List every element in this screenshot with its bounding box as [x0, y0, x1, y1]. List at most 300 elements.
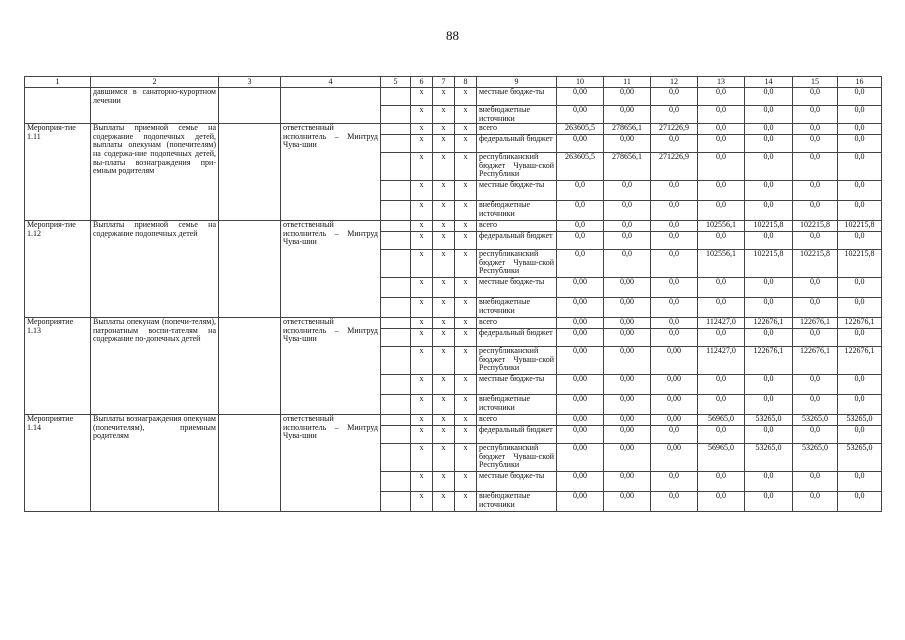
x-mark: x	[455, 106, 477, 124]
amount-cell: 0,00	[604, 444, 651, 472]
x-mark: x	[411, 124, 433, 135]
amount-cell: 102215,8	[838, 221, 882, 232]
amount-cell: 0,0	[698, 426, 745, 444]
amount-cell: 0,0	[651, 426, 698, 444]
amount-cell: 0,0	[793, 106, 838, 124]
amount-cell: 0,0	[793, 298, 838, 318]
amount-cell: 0,00	[604, 426, 651, 444]
amount-cell: 53265,0	[793, 444, 838, 472]
measure-description: Выплаты вознаграждения опекунам (попечителям), приемным родителям	[91, 415, 219, 512]
amount-cell: 271226,9	[651, 153, 698, 181]
amount-cell: 0,0	[557, 250, 604, 278]
x-mark: x	[455, 347, 477, 375]
col5-empty	[381, 318, 411, 329]
funding-source: федеральный бюджет	[477, 329, 557, 347]
amount-cell: 0,0	[651, 201, 698, 221]
x-mark: x	[433, 472, 455, 492]
amount-cell: 0,00	[557, 318, 604, 329]
amount-cell: 0,0	[557, 201, 604, 221]
amount-cell: 0,0	[745, 201, 793, 221]
x-mark: x	[455, 395, 477, 415]
amount-cell: 0,0	[838, 201, 882, 221]
funding-source: республиканский бюджет Чуваш-ской Республики	[477, 153, 557, 181]
x-mark: x	[433, 250, 455, 278]
col5-empty	[381, 298, 411, 318]
col3-empty	[219, 221, 281, 318]
amount-cell: 102215,8	[745, 221, 793, 232]
amount-cell: 271226,9	[651, 124, 698, 135]
amount-cell: 0,0	[838, 124, 882, 135]
x-mark: x	[411, 298, 433, 318]
header-cell: 4	[281, 77, 381, 88]
measure-description: давшимся в санаторно-курортном лечении	[91, 88, 219, 124]
amount-cell: 0,0	[698, 88, 745, 106]
amount-cell: 0,0	[745, 395, 793, 415]
amount-cell: 0,0	[793, 426, 838, 444]
col5-empty	[381, 124, 411, 135]
amount-cell: 0,0	[651, 329, 698, 347]
amount-cell: 0,00	[557, 298, 604, 318]
header-cell: 2	[91, 77, 219, 88]
x-mark: x	[411, 201, 433, 221]
amount-cell: 0,0	[793, 278, 838, 298]
header-row	[25, 77, 882, 88]
amount-cell: 0,0	[838, 135, 882, 153]
amount-cell: 0,00	[557, 395, 604, 415]
amount-cell: 0,0	[793, 375, 838, 395]
amount-cell: 0,0	[698, 278, 745, 298]
header-cell: 3	[219, 77, 281, 88]
amount-cell: 0,0	[838, 298, 882, 318]
col5-empty	[381, 106, 411, 124]
x-mark: x	[411, 329, 433, 347]
amount-cell: 0,00	[557, 444, 604, 472]
amount-cell: 102556,1	[698, 250, 745, 278]
amount-cell: 0,0	[651, 181, 698, 201]
table-row	[25, 415, 882, 426]
col5-empty	[381, 88, 411, 106]
x-mark: x	[455, 298, 477, 318]
x-mark: x	[455, 232, 477, 250]
col5-empty	[381, 395, 411, 415]
budget-table	[24, 76, 882, 512]
amount-cell: 0,00	[557, 106, 604, 124]
amount-cell: 0,0	[838, 153, 882, 181]
amount-cell: 0,00	[651, 395, 698, 415]
amount-cell: 0,00	[604, 415, 651, 426]
header-cell: 11	[604, 77, 651, 88]
x-mark: x	[433, 106, 455, 124]
header-cell: 6	[411, 77, 433, 88]
amount-cell: 0,0	[604, 221, 651, 232]
amount-cell: 278656,1	[604, 124, 651, 135]
amount-cell: 0,0	[793, 329, 838, 347]
col3-empty	[219, 124, 281, 221]
amount-cell: 0,0	[838, 492, 882, 512]
funding-source: республиканский бюджет Чуваш-ской Республики	[477, 347, 557, 375]
amount-cell: 0,00	[557, 415, 604, 426]
amount-cell: 0,0	[793, 88, 838, 106]
amount-cell: 0,0	[793, 201, 838, 221]
amount-cell: 112427,0	[698, 318, 745, 329]
amount-cell: 102215,8	[793, 221, 838, 232]
x-mark: x	[433, 278, 455, 298]
amount-cell: 102556,1	[698, 221, 745, 232]
responsible-executor: ответственный исполнитель – Минтруд Чува-шии	[281, 415, 381, 512]
x-mark: x	[455, 472, 477, 492]
amount-cell: 0,0	[698, 232, 745, 250]
x-mark: x	[433, 135, 455, 153]
amount-cell: 0,0	[838, 472, 882, 492]
col5-empty	[381, 426, 411, 444]
amount-cell: 263605,5	[557, 153, 604, 181]
header-cell: 12	[651, 77, 698, 88]
x-mark: x	[433, 347, 455, 375]
amount-cell: 0,0	[745, 472, 793, 492]
amount-cell: 0,0	[838, 278, 882, 298]
amount-cell: 263605,5	[557, 124, 604, 135]
x-mark: x	[433, 415, 455, 426]
funding-source: всего	[477, 124, 557, 135]
amount-cell: 0,0	[604, 201, 651, 221]
amount-cell: 0,0	[793, 232, 838, 250]
amount-cell: 0,0	[698, 395, 745, 415]
amount-cell: 0,0	[838, 181, 882, 201]
amount-cell: 0,0	[698, 201, 745, 221]
amount-cell: 0,0	[651, 106, 698, 124]
x-mark: x	[411, 250, 433, 278]
responsible-executor	[281, 88, 381, 124]
header-cell: 8	[455, 77, 477, 88]
col5-empty	[381, 221, 411, 232]
amount-cell: 0,0	[651, 472, 698, 492]
funding-source: республиканский бюджет Чуваш-ской Республики	[477, 444, 557, 472]
amount-cell: 0,0	[557, 232, 604, 250]
amount-cell: 102215,8	[793, 250, 838, 278]
amount-cell: 0,0	[698, 181, 745, 201]
amount-cell: 0,0	[604, 181, 651, 201]
x-mark: x	[411, 347, 433, 375]
amount-cell: 102215,8	[745, 250, 793, 278]
col5-empty	[381, 153, 411, 181]
responsible-executor: ответственный исполнитель – Минтруд Чува-шии	[281, 221, 381, 318]
amount-cell: 122676,1	[793, 318, 838, 329]
header-cell: 16	[838, 77, 882, 88]
funding-source: федеральный бюджет	[477, 426, 557, 444]
amount-cell: 0,0	[745, 135, 793, 153]
x-mark: x	[455, 135, 477, 153]
x-mark: x	[455, 181, 477, 201]
funding-source: внебюджетные источники	[477, 201, 557, 221]
x-mark: x	[433, 221, 455, 232]
measure-description: Выплаты опекунам (попечи-телям), патронатным воспи-тателям на содержание по-допечных детей	[91, 318, 219, 415]
amount-cell: 0,0	[838, 375, 882, 395]
amount-cell: 122676,1	[745, 347, 793, 375]
amount-cell: 102215,8	[838, 250, 882, 278]
amount-cell: 56965,0	[698, 415, 745, 426]
header-cell: 1	[25, 77, 91, 88]
x-mark: x	[433, 444, 455, 472]
amount-cell: 0,0	[557, 221, 604, 232]
amount-cell: 122676,1	[838, 347, 882, 375]
amount-cell: 0,0	[651, 492, 698, 512]
header-cell: 9	[477, 77, 557, 88]
amount-cell: 0,0	[793, 395, 838, 415]
amount-cell: 0,00	[604, 375, 651, 395]
funding-source: местные бюдже-ты	[477, 472, 557, 492]
amount-cell: 0,00	[604, 278, 651, 298]
amount-cell: 53265,0	[745, 415, 793, 426]
amount-cell: 0,0	[793, 492, 838, 512]
x-mark: x	[433, 153, 455, 181]
x-mark: x	[433, 329, 455, 347]
amount-cell: 0,0	[651, 278, 698, 298]
x-mark: x	[433, 201, 455, 221]
amount-cell: 0,00	[557, 329, 604, 347]
x-mark: x	[433, 232, 455, 250]
x-mark: x	[411, 318, 433, 329]
x-mark: x	[433, 426, 455, 444]
x-mark: x	[455, 88, 477, 106]
amount-cell: 0,0	[698, 124, 745, 135]
amount-cell: 0,0	[651, 318, 698, 329]
funding-source: местные бюдже-ты	[477, 181, 557, 201]
header-cell: 7	[433, 77, 455, 88]
amount-cell: 0,0	[793, 135, 838, 153]
responsible-executor: ответственный исполнитель – Минтруд Чува-шии	[281, 124, 381, 221]
amount-cell: 0,0	[745, 492, 793, 512]
amount-cell: 0,0	[745, 278, 793, 298]
amount-cell: 0,00	[557, 472, 604, 492]
funding-source: всего	[477, 415, 557, 426]
col3-empty	[219, 318, 281, 415]
table-row	[25, 124, 882, 135]
x-mark: x	[411, 444, 433, 472]
measure-description: Выплаты приемной семье на содержание подопечных детей, выплаты опекунам (попечителям) на содержа-ние подопечных детей, вы-платы вознаграждения при-емным родителям	[91, 124, 219, 221]
col5-empty	[381, 375, 411, 395]
table-row	[25, 318, 882, 329]
funding-source: местные бюдже-ты	[477, 375, 557, 395]
amount-cell: 0,0	[793, 124, 838, 135]
amount-cell: 0,0	[838, 395, 882, 415]
amount-cell: 0,00	[651, 347, 698, 375]
x-mark: x	[411, 135, 433, 153]
amount-cell: 0,0	[651, 135, 698, 153]
col5-empty	[381, 347, 411, 375]
amount-cell: 0,0	[698, 153, 745, 181]
amount-cell: 0,0	[745, 329, 793, 347]
amount-cell: 0,00	[604, 329, 651, 347]
x-mark: x	[411, 232, 433, 250]
x-mark: x	[455, 124, 477, 135]
amount-cell: 0,00	[557, 278, 604, 298]
x-mark: x	[411, 181, 433, 201]
x-mark: x	[455, 426, 477, 444]
x-mark: x	[455, 250, 477, 278]
funding-source: местные бюдже-ты	[477, 278, 557, 298]
amount-cell: 0,0	[698, 329, 745, 347]
funding-source: федеральный бюджет	[477, 135, 557, 153]
amount-cell: 0,0	[838, 426, 882, 444]
measure-id: Мероприятие 1.14	[25, 415, 91, 512]
header-cell: 10	[557, 77, 604, 88]
amount-cell: 0,00	[604, 298, 651, 318]
x-mark: x	[411, 472, 433, 492]
amount-cell: 0,0	[604, 250, 651, 278]
measure-id: Мероприя-тие 1.12	[25, 221, 91, 318]
amount-cell: 0,0	[557, 181, 604, 201]
amount-cell: 0,0	[793, 153, 838, 181]
amount-cell: 0,0	[698, 492, 745, 512]
x-mark: x	[433, 318, 455, 329]
amount-cell: 0,00	[651, 415, 698, 426]
col5-empty	[381, 329, 411, 347]
x-mark: x	[455, 201, 477, 221]
amount-cell: 0,00	[604, 347, 651, 375]
x-mark: x	[455, 375, 477, 395]
amount-cell: 0,0	[745, 124, 793, 135]
funding-source: всего	[477, 318, 557, 329]
measure-id	[25, 88, 91, 124]
amount-cell: 0,0	[793, 181, 838, 201]
amount-cell: 0,0	[838, 88, 882, 106]
header-cell: 5	[381, 77, 411, 88]
x-mark: x	[433, 298, 455, 318]
amount-cell: 0,0	[651, 88, 698, 106]
amount-cell: 0,00	[604, 88, 651, 106]
amount-cell: 0,0	[745, 375, 793, 395]
amount-cell: 0,0	[698, 135, 745, 153]
amount-cell: 0,0	[745, 426, 793, 444]
amount-cell: 0,0	[793, 472, 838, 492]
amount-cell: 0,0	[838, 329, 882, 347]
funding-source: внебюджетные источники	[477, 106, 557, 124]
amount-cell: 56965,0	[698, 444, 745, 472]
col5-empty	[381, 472, 411, 492]
x-mark: x	[455, 318, 477, 329]
amount-cell: 0,0	[745, 88, 793, 106]
amount-cell: 0,00	[557, 492, 604, 512]
amount-cell: 0,0	[838, 232, 882, 250]
amount-cell: 0,0	[604, 232, 651, 250]
amount-cell: 53265,0	[838, 415, 882, 426]
x-mark: x	[433, 181, 455, 201]
x-mark: x	[411, 278, 433, 298]
funding-source: внебюджетные источники	[477, 298, 557, 318]
col5-empty	[381, 201, 411, 221]
funding-source: внебюджетные источники	[477, 492, 557, 512]
x-mark: x	[411, 395, 433, 415]
x-mark: x	[411, 492, 433, 512]
x-mark: x	[455, 153, 477, 181]
amount-cell: 0,00	[557, 88, 604, 106]
amount-cell: 0,00	[557, 426, 604, 444]
x-mark: x	[455, 278, 477, 298]
funding-source: внебюджетные источники	[477, 395, 557, 415]
table-row	[25, 88, 882, 106]
amount-cell: 0,0	[745, 181, 793, 201]
x-mark: x	[455, 415, 477, 426]
header-cell: 15	[793, 77, 838, 88]
funding-source: всего	[477, 221, 557, 232]
amount-cell: 53265,0	[838, 444, 882, 472]
funding-source: местные бюдже-ты	[477, 88, 557, 106]
col5-empty	[381, 250, 411, 278]
x-mark: x	[411, 153, 433, 181]
amount-cell: 0,0	[651, 298, 698, 318]
col5-empty	[381, 415, 411, 426]
col5-empty	[381, 278, 411, 298]
amount-cell: 0,00	[604, 106, 651, 124]
amount-cell: 122676,1	[838, 318, 882, 329]
amount-cell: 0,0	[745, 232, 793, 250]
x-mark: x	[433, 88, 455, 106]
x-mark: x	[455, 221, 477, 232]
header-cell: 13	[698, 77, 745, 88]
x-mark: x	[411, 375, 433, 395]
amount-cell: 0,00	[604, 395, 651, 415]
x-mark: x	[411, 221, 433, 232]
amount-cell: 53265,0	[793, 415, 838, 426]
amount-cell: 112427,0	[698, 347, 745, 375]
x-mark: x	[433, 375, 455, 395]
x-mark: x	[455, 444, 477, 472]
amount-cell: 122676,1	[745, 318, 793, 329]
amount-cell: 0,00	[604, 472, 651, 492]
measure-description: Выплаты приемной семье на содержание подопечных детей	[91, 221, 219, 318]
amount-cell: 0,0	[745, 153, 793, 181]
col5-empty	[381, 181, 411, 201]
amount-cell: 0,0	[698, 375, 745, 395]
x-mark: x	[411, 426, 433, 444]
amount-cell: 0,00	[557, 375, 604, 395]
amount-cell: 0,0	[651, 250, 698, 278]
funding-source: республиканский бюджет Чуваш-ской Республики	[477, 250, 557, 278]
amount-cell: 0,00	[604, 135, 651, 153]
amount-cell: 0,0	[651, 232, 698, 250]
col5-empty	[381, 232, 411, 250]
amount-cell: 0,0	[745, 106, 793, 124]
x-mark: x	[433, 395, 455, 415]
responsible-executor: ответственный исполнитель – Минтруд Чува-шии	[281, 318, 381, 415]
x-mark: x	[433, 492, 455, 512]
x-mark: x	[455, 329, 477, 347]
funding-source: федеральный бюджет	[477, 232, 557, 250]
col5-empty	[381, 492, 411, 512]
col5-empty	[381, 444, 411, 472]
table-row	[25, 221, 882, 232]
x-mark: x	[411, 415, 433, 426]
amount-cell: 0,0	[698, 472, 745, 492]
amount-cell: 0,0	[651, 221, 698, 232]
amount-cell: 0,0	[745, 298, 793, 318]
amount-cell: 53265,0	[745, 444, 793, 472]
amount-cell: 0,0	[698, 298, 745, 318]
x-mark: x	[411, 106, 433, 124]
amount-cell: 0,00	[651, 375, 698, 395]
amount-cell: 278656,1	[604, 153, 651, 181]
measure-id: Мероприятие 1.13	[25, 318, 91, 415]
measure-id: Мероприя-тие 1.11	[25, 124, 91, 221]
amount-cell: 122676,1	[793, 347, 838, 375]
col3-empty	[219, 88, 281, 124]
x-mark: x	[411, 88, 433, 106]
amount-cell: 0,00	[557, 347, 604, 375]
amount-cell: 0,0	[838, 106, 882, 124]
x-mark: x	[455, 492, 477, 512]
col5-empty	[381, 135, 411, 153]
amount-cell: 0,00	[604, 318, 651, 329]
